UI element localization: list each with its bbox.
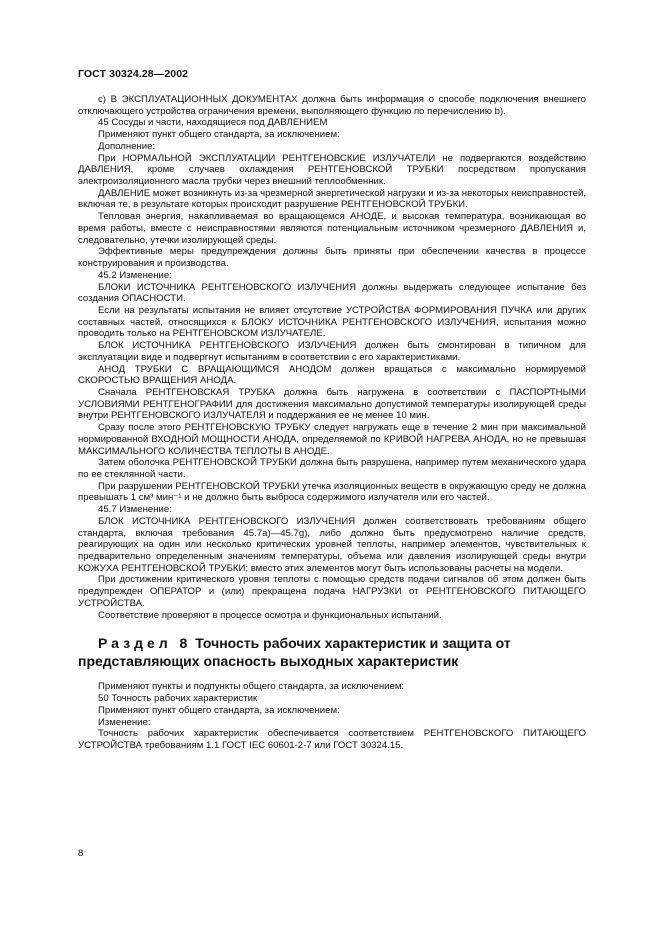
- paragraph: При НОРМАЛЬНОЙ ЭКСПЛУАТАЦИИ РЕНТГЕНОВСКИЕ ИЗЛУЧАТЕЛИ не подвергаются воздействию ДАВЛЕНИЯ, кроме случаев охлаждения РЕНТГЕНОВСКОЙ ТРУБКИ посредством пропускания электроизоляционного масла трубки через внешний теплообменник.: [78, 152, 586, 188]
- paragraph: 45.7 Изменение:: [98, 504, 172, 516]
- paragraph: При разрушении РЕНТГЕНОВСКОЙ ТРУБКИ утечка изоляционных веществ в окружающую среду не должна превышать 1 см³ мин⁻¹ и не должно быть выброса содержимого излучателя или его частей.: [78, 480, 586, 504]
- paragraph: Изменение:: [98, 716, 151, 728]
- paragraph: Если на результаты испытания не влияет отсутствие УСТРОЙСТВА ФОРМИРОВАНИЯ ПУЧКА или других составных частей, относящихся к БЛОКУ ИСТОЧНИКА РЕНТГЕНОВСКОГО ИЗЛУЧЕНИЯ, испытания можно проводить только на РЕНТГЕНОВСКОМ ИЗЛУЧАТЕЛЕ.: [78, 304, 586, 340]
- paragraph: Применяют пункт общего стандарта, за исключением:: [98, 129, 340, 141]
- paragraph: Соответствие проверяют в процессе осмотра и функциональных испытаний.: [98, 609, 442, 621]
- paragraph: ДАВЛЕНИЕ может возникнуть из-за чрезмерной энергетической нагрузки и из-за некоторых неисправностей, включая те, в результате которых происходит разрушение РЕНТГЕНОВСКОЙ ТРУБКИ.: [78, 187, 586, 211]
- document-body: [78, 94, 586, 752]
- paragraph: При достижении критического уровня теплоты с помощью средств подачи сигналов об этом должен быть предупрежден ОПЕРАТОР и (или) прекращена подача НАГРУЗКИ от РЕНТГЕНОВСКОГО ПИТАЮЩЕГО УСТРОЙСТВА.: [78, 574, 586, 609]
- paragraph: Применяют пункт общего стандарта, за исключением:: [98, 704, 340, 716]
- paragraph: 45.2 Изменение:: [98, 269, 172, 281]
- paragraph: Сначала РЕНТГЕНОВСКАЯ ТРУБКА должна быть нагружена в соответствии с ПАСПОРТНЫМИ УСЛОВИЯМИ РЕНТГЕНОГРАФИИ для достижения максимально допустимой температуры изолирующей среды внутри РЕНТГЕНОВСКОГО ИЗЛУЧАТЕЛЯ и поддержания ее не менее 10 мин.: [78, 386, 586, 422]
- paragraph: АНОД ТРУБКИ С ВРАЩАЮЩИМСЯ АНОДОМ должен вращаться с максимально нормируемой СКОРОСТЬЮ ВРАЩЕНИЯ АНОДА.: [78, 363, 586, 387]
- paragraph-list-after: [78, 681, 586, 751]
- section-heading: [78, 634, 586, 670]
- paragraph: 50 Точность рабочих характеристик: [98, 693, 258, 705]
- paragraph: Применяют пункты и подпункты общего стандарта, за исключением:: [98, 681, 405, 693]
- paragraph: Сразу после этого РЕНТГЕНОВСКУЮ ТРУБКУ следует нагружать еще в течение 2 мин при максимальной нормированной ВХОДНОЙ МОЩНОСТИ АНОДА, определяемой по КРИВОЙ НАГРЕВА АНОДА, но не превышая МАКСИМАЛЬНОГО КОЛИЧЕСТВА ТЕПЛОТЫ В АНОДЕ.: [78, 422, 586, 457]
- paragraph: Эффективные меры предупреждения должны быть приняты при обеспечении качества в процессе конструирования и производства.: [78, 246, 586, 270]
- paragraph-list: [78, 94, 586, 621]
- paragraph: 45 Сосуды и части, находящиеся под ДАВЛЕНИЕМ: [98, 117, 328, 129]
- paragraph: Тепловая энергия, накапливаемая во вращающемся АНОДЕ, и высокая температура, возникающая во время работы, вместе с неисправностями являются потенциальным источником чрезмерного ДАВЛЕНИЯ и, следовательно, утечки изолирующей среды.: [78, 211, 586, 246]
- paragraph: БЛОК ИСТОЧНИКА РЕНТГЕНОВСКОГО ИЗЛУЧЕНИЯ должен быть смонтирован в типичном для эксплуатации виде и подвергнут испытаниям в соответствии с его характеристиками.: [78, 340, 586, 363]
- page-header-standard-title: ГОСТ 30324.28—2002: [78, 68, 189, 80]
- paragraph: Затем оболочка РЕНТГЕНОВСКОЙ ТРУБКИ должна быть разрушена, например путем механического удара по ее стеклянной части.: [78, 457, 586, 480]
- section-title: Точность рабочих характеристик и защита от представляющих опасность выходных характеристик: [78, 635, 511, 670]
- paragraph: с) В ЭКСПЛУАТАЦИОННЫХ ДОКУМЕНТАХ должна быть информация о способе подключения внешнего отключающего устройства ограничения времени, выполняющего функцию по перечислению b).: [78, 94, 586, 117]
- paragraph: Точность рабочих характеристик обеспечивается соответствием РЕНТГЕНОВСКОГО ПИТАЮЩЕГО УСТРОЙСТВА требованиям 1.1 ГОСТ IEC 60601-2-7 или ГОСТ 30324.15.: [78, 728, 586, 751]
- section-prefix: Раздел 8: [98, 635, 192, 652]
- page-number: 8: [78, 848, 84, 859]
- paragraph: БЛОКИ ИСТОЧНИКА РЕНТГЕНОВСКОГО ИЗЛУЧЕНИЯ должны выдержать следующее испытание без создания ОПАСНОСТИ.: [78, 281, 586, 305]
- paragraph: БЛОК ИСТОЧНИКА РЕНТГЕНОВСКОГО ИЗЛУЧЕНИЯ должен соответствовать требованиям общего стандарта, включая требования 45.7a)—45.7g), либо должно быть предусмотрено наличие средств, реагирующих на один или несколько критических уровней теплоты, например элементов, чувствительных к предварительно определенным значениям температуры, объема или давления изолирующей среды внутри КОЖУХА РЕНТГЕНОВСКОЙ ТРУБКИ; вместо этих элементов могут быть использованы расчеты на модели.: [78, 515, 586, 574]
- paragraph: Дополнение:: [98, 140, 156, 152]
